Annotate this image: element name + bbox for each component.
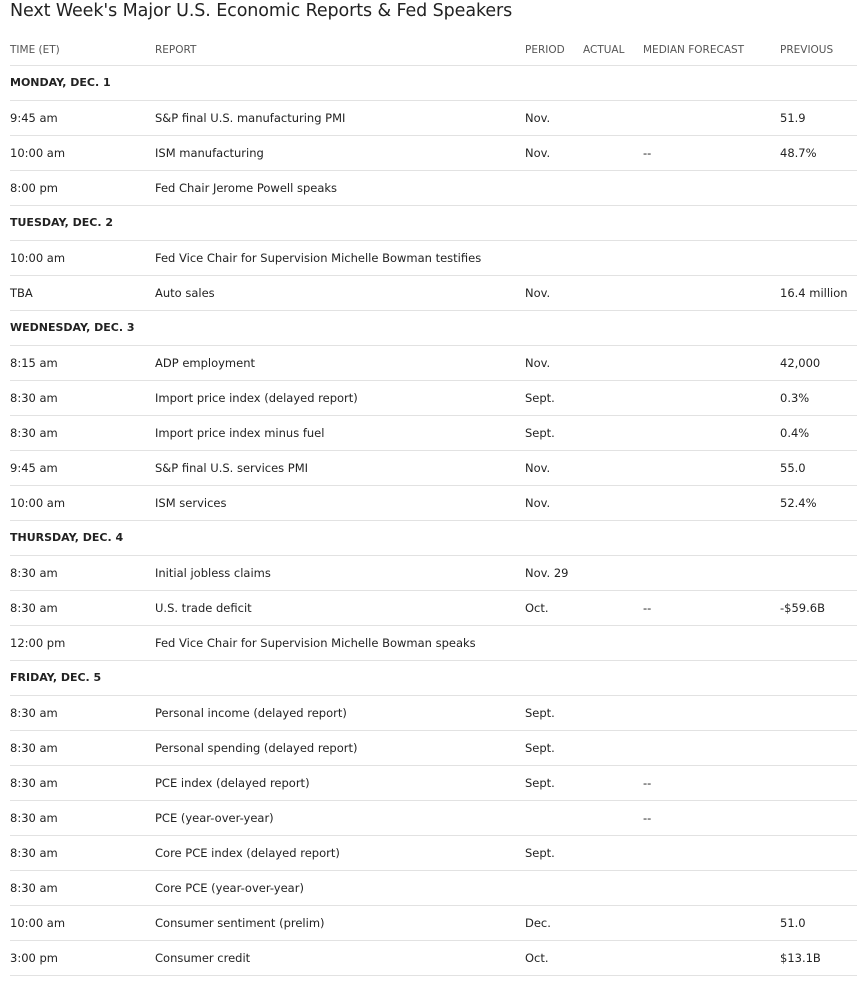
cell-period: Sept. [525,391,555,405]
cell-time: 8:30 am [10,811,58,825]
cell-report: Core PCE (year-over-year) [155,881,304,895]
table-body [10,66,857,976]
cell-time: 8:30 am [10,391,58,405]
table-row [10,556,857,591]
cell-report: PCE (year-over-year) [155,811,274,825]
table-row [10,101,857,136]
table-header-row [10,35,857,66]
cell-period: Nov. [525,461,551,475]
header-period: PERIOD [525,44,565,56]
cell-report: Initial jobless claims [155,566,271,580]
table-row [10,486,857,521]
cell-period: Sept. [525,846,555,860]
table-row [10,416,857,451]
economic-calendar-table [10,35,857,976]
cell-report: S&P final U.S. services PMI [155,461,309,475]
day-header-row [10,521,857,556]
cell-time: TBA [10,286,33,300]
cell-report: Import price index (delayed report) [155,391,358,405]
table-row [10,171,857,206]
cell-time: 8:30 am [10,706,58,720]
cell-time: 8:00 pm [10,181,58,195]
cell-report: Consumer sentiment (prelim) [155,916,325,930]
day-header-row [10,661,857,696]
cell-time: 8:30 am [10,566,58,580]
cell-period: Sept. [525,426,555,440]
day-label: WEDNESDAY, DEC. 3 [10,321,135,334]
cell-period: Dec. [525,916,551,930]
cell-time: 8:30 am [10,776,58,790]
cell-report: ADP employment [155,356,256,370]
cell-previous: 0.3% [780,391,810,405]
table-row [10,381,857,416]
cell-time: 9:45 am [10,111,58,125]
cell-previous: $13.1B [780,951,821,965]
table-row [10,906,857,941]
table-row [10,346,857,381]
cell-period: Oct. [525,601,549,615]
cell-previous: -$59.6B [780,601,825,615]
cell-time: 8:30 am [10,846,58,860]
cell-report: Auto sales [155,286,215,300]
header-report: REPORT [155,44,197,56]
table-row [10,766,857,801]
cell-report: Fed Vice Chair for Supervision Michelle Bowman testifies [155,251,482,265]
header-actual: ACTUAL [583,44,625,56]
cell-time: 8:30 am [10,741,58,755]
table-row [10,731,857,766]
day-label: THURSDAY, DEC. 4 [10,531,124,544]
table-row [10,801,857,836]
cell-previous: 48.7% [780,146,817,160]
day-header-row [10,311,857,346]
cell-period: Sept. [525,706,555,720]
table-row [10,136,857,171]
cell-previous: 16.4 million [780,286,848,300]
cell-report: ISM services [155,496,227,510]
cell-period: Sept. [525,741,555,755]
cell-time: 8:30 am [10,426,58,440]
cell-period: Nov. [525,286,551,300]
cell-time: 10:00 am [10,146,66,160]
cell-period: Oct. [525,951,549,965]
cell-period: Sept. [525,776,555,790]
cell-time: 10:00 am [10,496,66,510]
cell-period: Nov. [525,111,551,125]
cell-previous: 51.9 [780,111,806,125]
cell-period: Nov. [525,356,551,370]
day-header-row [10,66,857,101]
cell-report: Core PCE index (delayed report) [155,846,340,860]
cell-report: PCE index (delayed report) [155,776,310,790]
day-label: MONDAY, DEC. 1 [10,76,111,89]
table-row [10,626,857,661]
day-label: TUESDAY, DEC. 2 [10,216,113,229]
cell-median-forecast: -- [643,601,652,615]
cell-median-forecast: -- [643,811,652,825]
cell-time: 8:30 am [10,601,58,615]
cell-previous: 0.4% [780,426,810,440]
cell-report: S&P final U.S. manufacturing PMI [155,111,346,125]
table-row [10,696,857,731]
cell-time: 8:15 am [10,356,58,370]
table-row [10,591,857,626]
cell-report: Fed Vice Chair for Supervision Michelle Bowman speaks [155,636,476,650]
cell-report: Import price index minus fuel [155,426,325,440]
header-time: TIME (ET) [10,44,60,56]
cell-previous: 52.4% [780,496,817,510]
cell-period: Nov. 29 [525,566,569,580]
cell-period: Nov. [525,146,551,160]
cell-time: 10:00 am [10,251,66,265]
table-row [10,941,857,976]
cell-time: 10:00 am [10,916,66,930]
cell-time: 8:30 am [10,881,58,895]
cell-period: Nov. [525,496,551,510]
cell-report: Personal spending (delayed report) [155,741,358,755]
table-row [10,276,857,311]
header-previous: PREVIOUS [780,44,834,56]
page-title: Next Week's Major U.S. Economic Reports & Fed Speakers [10,1,513,21]
table-row [10,241,857,276]
table-row [10,836,857,871]
cell-report: U.S. trade deficit [155,601,252,615]
cell-time: 9:45 am [10,461,58,475]
cell-previous: 42,000 [780,356,821,370]
cell-report: Personal income (delayed report) [155,706,347,720]
cell-median-forecast: -- [643,146,652,160]
cell-report: Fed Chair Jerome Powell speaks [155,181,338,195]
table-row [10,451,857,486]
cell-report: ISM manufacturing [155,146,264,160]
cell-previous: 55.0 [780,461,806,475]
cell-report: Consumer credit [155,951,251,965]
cell-previous: 51.0 [780,916,806,930]
cell-time: 3:00 pm [10,951,58,965]
table-row [10,871,857,906]
cell-time: 12:00 pm [10,636,66,650]
day-label: FRIDAY, DEC. 5 [10,671,102,684]
cell-median-forecast: -- [643,776,652,790]
header-median-forecast: MEDIAN FORECAST [643,44,745,56]
day-header-row [10,206,857,241]
